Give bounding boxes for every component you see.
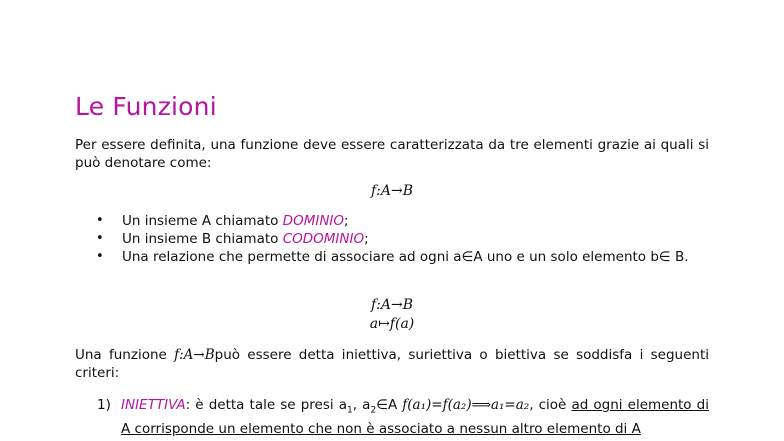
function-formula: f:A→B: [370, 183, 414, 199]
keyword-iniettiva: INIETTIVA: [121, 397, 186, 413]
bullet-suffix: ;: [344, 213, 349, 229]
list-item: [97, 396, 709, 438]
keyword-codominio: CODOMINIO: [282, 231, 365, 247]
numbered-list: [97, 396, 709, 438]
list-item: [96, 212, 708, 230]
keyword-dominio: DOMINIO: [282, 213, 345, 229]
inline-formula: f:A→B: [174, 347, 215, 363]
definition-text: , cioè: [529, 397, 572, 413]
bullet-icon: •: [96, 213, 104, 228]
subscript: 2: [370, 405, 377, 416]
mapping-formula-line2: a↦f(a): [369, 316, 415, 332]
bullet-icon: •: [96, 249, 104, 264]
subscript: 1: [347, 405, 353, 416]
bullet-text: Un insieme A chiamato: [122, 213, 283, 229]
definition-text: , a: [352, 397, 371, 413]
bullet-icon: •: [96, 231, 104, 246]
bullet-text: Una relazione che permette di associare ad ogni a∈A uno e un solo elemento b∈ B.: [122, 249, 689, 265]
mapping-formula-line1: f:A→B: [370, 297, 414, 313]
definition-text: : è detta tale se presi a: [185, 397, 348, 413]
criteria-paragraph: [75, 346, 709, 382]
list-item: [96, 248, 708, 266]
criteria-text-post: può essere detta iniettiva, suriettiva o biettiva se soddisfa i seguenti criteri:: [75, 347, 709, 381]
intro-paragraph: Per essere definita, una funzione deve essere caratterizzata da tre elementi grazie ai quali si può denotare come:: [75, 137, 709, 171]
underlined-definition: ad ogni elemento di A corrisponde un elemento che non è associato a nessun altro elemento di A: [121, 397, 709, 437]
bullet-text: Un insieme B chiamato: [122, 231, 283, 247]
definition-text: ∈A: [376, 397, 403, 413]
list-item: [96, 230, 708, 248]
criteria-text-pre: Una funzione: [75, 347, 175, 363]
bullet-list: [96, 212, 708, 266]
injectivity-formula: f(a₁)=f(a₂)⟹a₁=a₂: [402, 397, 530, 413]
bullet-suffix: ;: [364, 231, 369, 247]
page-title: Le Funzioni: [75, 92, 217, 121]
list-number: 1): [97, 397, 111, 413]
